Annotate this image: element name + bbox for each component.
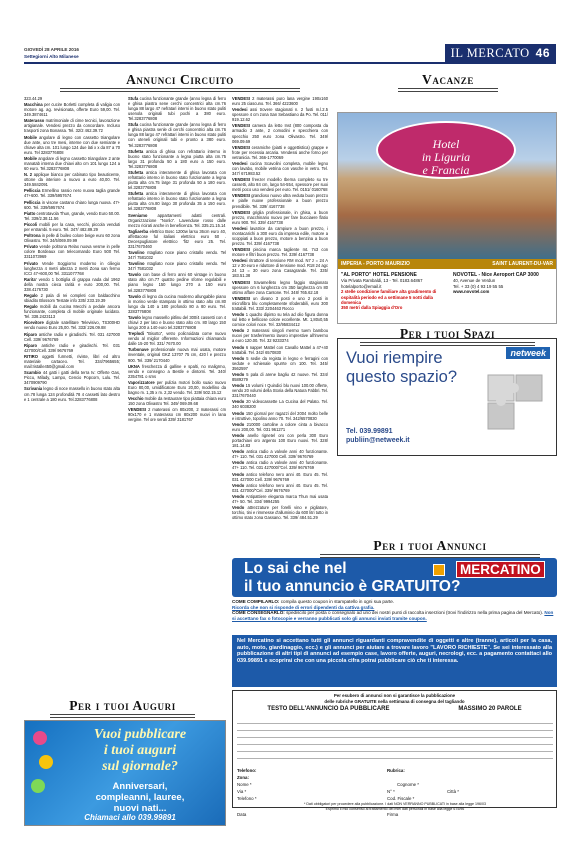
field-codice-fiscale[interactable]: Cod. Fiscale * — [387, 796, 415, 801]
ad-keyword: Tavolo — [128, 293, 141, 299]
privacy-note-2: Esprimo il mio consenso al trattamento dei miei dati personali in base alla legge 675/96 — [325, 806, 465, 811]
ad-text: 44 gatti i gatti della terra tv: Offerte Gas, Piccu, Milady, Lampo, Cencio Popcorn, Lulu. Tel. 3470909790 — [24, 370, 120, 386]
ad-text: anello rignetel oro con perla 300 Euro portachiavi oro argento 100 Euro nuovi. Tel. 328/ 181.14.83 — [232, 432, 328, 449]
ad-keyword: Vecchio — [128, 396, 144, 402]
classified-ad — [232, 472, 328, 482]
classified-ad — [24, 244, 120, 259]
classified-ad — [128, 407, 226, 422]
field-telefono-2[interactable]: Telefono * — [237, 796, 257, 801]
ad-keyword: Vendo — [232, 493, 245, 499]
right-hotel-phone: Tel. + 33 (0) 4 93 19 55 55 — [453, 283, 504, 289]
ad-keyword: Vendo — [232, 355, 245, 361]
ad-text: Vende Soggiorno moderno in ciliegio lunghezza 4 metri altezza 2 metri Zona san fermo ICCI 47+600,00 Tel. 3311077768 — [24, 260, 120, 276]
ad-keyword: Vendo — [232, 344, 245, 350]
privacy-note — [237, 802, 553, 811]
right-hotel-name: NOVOTEL - Nice Aeroport CAP 3000 — [453, 272, 539, 278]
ad-keyword: Materasso — [24, 118, 45, 124]
classified-ad — [232, 161, 328, 176]
ad-text: 2 materassi singoli mermo tuem bambou nuovi per trasferimento lavoro imprestive all'inverno a euro 120.00. Tel. 32 9233374 — [232, 328, 328, 344]
ad-text: cucina Scavolini completa, mobile legno con lavabo, mobile vetrina con vasche in vetro. Tel. 347/ 671983.52 — [232, 160, 328, 177]
ad-text: cucina funzionante grande (anno legna di ferro e ghisa piastra sene cerchi concentrici alta cm.76 lunga 88 largo 47 nefratari interni in buono stato puliti usenola originali tubi pochi a 380 euro. Tel.3283776808 — [128, 96, 226, 122]
ad-keyword: Turbonave — [128, 347, 149, 353]
ad-keyword: VENDESI — [232, 177, 250, 183]
classified-ad — [232, 345, 328, 355]
right-hotel-web: www.novotel.com — [453, 289, 490, 295]
coupon-form[interactable] — [232, 690, 557, 818]
ad-keyword: Rarita' — [24, 276, 37, 282]
field-telefono[interactable]: Telefono: — [237, 768, 257, 773]
ad-text: antico telefono nero anni 40. Euro 45. Tel. 031 427000 Cell. 339/ 9676769 — [232, 471, 328, 482]
headline-line-1: Vuoi riempire — [346, 349, 443, 367]
classified-ad — [24, 343, 120, 353]
ad-keyword: Stufetta — [128, 169, 144, 175]
title-annunci-circuito: Annunci Circuito — [60, 72, 300, 89]
occasion-1: Anniversari, — [112, 781, 168, 792]
ad-text: vendo 1 bottiglia di grappa nada dal 1962 della nostra cieca rarità e euro 200,00. Tel. 338.4176730 — [24, 276, 120, 292]
classified-ad — [128, 272, 226, 292]
field-cognome[interactable]: Cognome * — [397, 782, 419, 787]
ad-text: legno di noce massello in buono stato alta cm.78 lunga 124 profondità 78 4 cassetti lato destro e 1 centrale a 180 euro. Tel.3283776808 — [24, 386, 120, 402]
ad-keyword: Vendo — [232, 432, 245, 438]
ad-text: freschezza di galline e spalti, no maligrmo, vendo e consegno a Bestle e dintorni. Tel. 340/ 2354781 o sms — [128, 363, 226, 379]
ad-text: grandioso nuovo ultra veduta buon prezzo e pialle nuove professionale a buon prezzo prendibile. Tel. 339/ 4167738 — [232, 193, 328, 209]
classified-ad — [128, 396, 226, 406]
ad-text: 6 nappe! Mattel con Cavallo Mattel a 47+40 trattabili. Tel. 342/ 6570830 — [232, 344, 328, 355]
ad-text: angolare di legno con cassetto triangolare due ante, uno tre mesi, interne con due semiante e chiave alta cm. 101 lungo 124 due lati x x da 87 a 70 euro. Tel 3283776808 — [24, 134, 120, 155]
ad-keyword: Vendesi — [232, 225, 248, 231]
classified-ad — [232, 433, 328, 448]
classified-ad — [232, 505, 328, 520]
classified-ad — [232, 247, 328, 257]
ad-text: mobile da restaurare tipo piattaia chiara euro 150 zona Olivastro Tel. 349/ 069.09.68 — [128, 396, 226, 407]
ad-text: appartamenti adatti centrali. Organizzazione "Nonlo". Lavenduse rosso dalle mezzo ricirati anche in beneficenza. Tel. 335.21.15.14 — [128, 212, 226, 228]
mercatino-banner — [232, 558, 557, 597]
ad-keyword: VENDESI — [232, 144, 250, 150]
auguri-line-1: Vuoi pubblicare — [93, 727, 187, 742]
field-nome[interactable]: Nome * — [237, 782, 252, 787]
right-hotel-address: 40, Avenue de Verdun — [453, 278, 496, 284]
ad-text: centrotavola Thun, grande, vendo Euro 50.00. Tel. 339/2.38.11.56 — [24, 210, 120, 221]
issue-date: GIOVEDÌ 28 APRILE 2016 — [24, 47, 79, 52]
classified-ad — [232, 411, 328, 421]
ad-text: 2 materassi cm 80x200, 2 materassi cm 90x170 e 1 materasso cm 80x200 nuovi in lana vergine. Tel ore serali 339/ 3181767 — [128, 407, 226, 423]
classified-ad — [24, 96, 120, 101]
classified-ad — [24, 118, 120, 133]
ad-keyword: Tavolo — [128, 272, 141, 278]
ad-text: oggetti furmetti, riviste, libri ed altro materiale cartaceo. Tel. 334/7965655; mail:ristalle450@gmail.com — [24, 353, 120, 370]
ad-keyword: Riparo — [24, 342, 37, 348]
classified-ad — [24, 135, 120, 155]
coupon-title — [233, 707, 556, 713]
ad-keyword: Stufetta — [128, 148, 144, 154]
classified-ad — [232, 258, 328, 278]
classified-ad — [232, 193, 328, 208]
ad-text: mobili per la casa, vecchi, piccola venduti per entrambi. 5 euro. Tel. 347/ 482.89.29 — [24, 221, 120, 232]
coupon-header-2: delle rubriche GRATUITE nella settimana di consegna del tagliando — [324, 698, 465, 704]
field-firma[interactable]: Firma — [387, 812, 399, 818]
ad-keyword: UKNA — [128, 363, 140, 369]
classified-ad — [128, 294, 226, 314]
ad-text: Ermellino rassio nero nuova taglia grande 47+600. Tel. 339/5957674 — [24, 188, 120, 199]
field-via[interactable]: Via * — [237, 789, 247, 794]
classified-ad — [24, 370, 120, 385]
ad-keyword: Vendo — [232, 312, 245, 318]
ad-keyword: Scambio — [24, 370, 42, 376]
classified-ad — [128, 347, 226, 362]
section-banner — [445, 44, 556, 62]
classified-ad — [24, 354, 120, 369]
coupon-header — [233, 691, 556, 704]
hotel-badge — [376, 121, 516, 179]
ad-keyword: Vendo — [232, 371, 245, 377]
mercatino-line-2: il tuo annuncio è GRATUITO? — [244, 578, 461, 595]
ad-text: legno massello pitlinu del 300/4 cassetti con 4 chiavi 2 per lato e buono stato alto cm. 80 largo 150 lungo 200 a 140 euro tel.3283776808 — [128, 314, 226, 331]
title-vacanze: Vacanze — [398, 72, 498, 89]
ad-keyword: RITIRO — [24, 353, 38, 359]
ad-text: elettrico Bosc 1200w larsu 36cm euro 40, affettacose ful italiani elettrico euro 50 . Decespugliatore elettrico 'fitz euro 25. Tel. 331/7670460 — [128, 228, 226, 249]
classified-ad — [128, 149, 226, 169]
ad-text: 5 sedie da regista in legno e ferragini con sedute e schienale spurrte cm 100. Tel. 345/ 3562597 — [232, 355, 328, 371]
ad-keyword: Regalo — [24, 304, 38, 310]
netweek-email: publiin@netweek.it — [346, 437, 410, 444]
ad-text: 2 materassi puro lana vergine 190x160 euro 25 ciascuno. Tel. 366/ 4223600 — [232, 96, 328, 107]
ad-text: antico telefono nero anni 40. Euro 45. Tel. 031 427000/"Cel. 339/ 9676769 — [232, 482, 328, 493]
classified-ad — [232, 145, 328, 160]
classified-ad — [128, 261, 226, 271]
section-name: IL MERCATO — [450, 46, 530, 60]
ad-text: cucina funzionante grande (anno legna di ferro e ghisa piastra senle di cerchi concentrici alta cm.76 lunga 88 largo 47 refrattari interni in buono stato puliti con uteneli originali tubi e pronto a 380 euro. Tel.3283776808 — [128, 122, 226, 148]
ad-keyword: VENDESI — [232, 209, 250, 215]
occasion-2: compleanni, lauree, — [95, 792, 185, 803]
ad-text: vende poltrona Relax nuova vesme in pelle colore Bordeaux con telecomando Euro 500 Tel. 3311073969 — [24, 244, 120, 260]
field-data[interactable]: Data — [237, 812, 247, 818]
ad-text: per cucire Borletti completa di valigia con motore ag. ag. revisionata, offerte Euro 59,00. Tel. 349.3874611 — [24, 102, 120, 118]
ad-keyword: Tavolino — [128, 250, 145, 256]
classified-ad — [128, 96, 226, 121]
hotel-right-info — [453, 273, 553, 295]
classified-ad — [232, 96, 328, 106]
classified-ad — [128, 170, 226, 190]
classified-ad — [128, 315, 226, 330]
classified-ad — [232, 328, 328, 343]
classified-ad — [24, 261, 120, 276]
ad-text: "Bisotto", vetro policroidata come nuovo vendo al miglior offerente. Informazioni chiamando dalle 15-20 Tel. 331/ 7670.00 — [128, 331, 226, 347]
classified-ad — [128, 122, 226, 147]
classified-ad — [232, 107, 328, 122]
classified-ad — [232, 483, 328, 493]
ad-text: in visone castano chiaro lunga nuova. 47+ 600. Tel. 339/5957674 — [24, 199, 120, 210]
classified-ad — [24, 156, 120, 171]
classified-ad — [232, 280, 328, 295]
coupon-title-right: MASSIMO 20 PAROLE — [458, 706, 522, 712]
classified-ad — [128, 380, 226, 395]
ad-keyword: Ricevitore — [24, 320, 44, 326]
classified-ad — [24, 188, 120, 198]
ad-keyword: Vendo — [232, 383, 245, 389]
ad-keyword: Vendo — [232, 505, 245, 511]
ad-keyword: Vendo — [232, 460, 245, 466]
ad-keyword: Vendesi — [232, 258, 248, 264]
ad-text: antiche radio e giradischi. Tel. 031 427000/Cell. 339/ 9676769 — [24, 342, 120, 353]
left-hotel-offer-2: 350 metri dalla Spiaggia d'Oro — [341, 305, 403, 311]
auguri-line-3: sul giornale? — [102, 759, 178, 774]
ad-keyword: Vendesi — [232, 107, 248, 113]
page-number: 46 — [535, 46, 550, 60]
classified-ad — [24, 386, 120, 401]
ad-text: assi trovere stagionati n. 2 fusti m.l.2.5 spessore 4 cm zona San Sebastiano da Po. Tel. 011/ 919.12.62 — [232, 107, 328, 123]
ad-text: ntagliato noce piano cristallo vendo. Tel 347/ 7581032 — [128, 261, 226, 272]
ad-text: 210000 cartoline a colore cinta a bivacco euro 200,00. Tel. 031 961271 — [232, 421, 328, 432]
fax-note: Non si accettano fax o fotocopie e verranno pubblicati solo gli annunci inviati tramite coupon. — [232, 610, 554, 621]
title-per-i-tuoi-auguri: Per i tuoi Auguri — [50, 698, 195, 715]
ad-keyword: Piatto — [24, 210, 36, 216]
classified-ad — [232, 372, 328, 382]
ad-text: 15 volumi I Quindici blu nuovi 100.00 offerte, vendo 20 volumi della Storia della Natura Fabbri. Tel. 331/7670440 — [232, 383, 328, 399]
badge-line-3: e Francia — [422, 163, 470, 177]
publication-name: Settegiorni Alto Milanese — [24, 54, 79, 59]
ad-keyword: Privato — [24, 260, 38, 266]
classified-ad — [24, 211, 120, 221]
ad-text: freezer modello Iberna completo su tre cassetti, alto 84 cm, largo 54-554, spessore per suoi metri poco uso vendesi per euro. Tel. 0151/ 0160768 — [232, 177, 328, 193]
page-header — [24, 44, 556, 64]
ad-keyword: Regalo — [24, 293, 38, 298]
badge-line-1: Hotel — [432, 137, 460, 151]
location-right: SAINT LAURENT-DU-VAR — [492, 261, 553, 267]
auguri-call: Chiamaci allo 039.99891 — [84, 813, 176, 822]
classified-ad — [232, 494, 328, 504]
ad-text: antica di ghisa con refrattario interno in buono stato funzionante a legna piutta alta cm.75 largo 31 profonda 50 a 180 euro a 150 euro. Tel.3283776808 — [128, 148, 226, 169]
auguri-occasions — [75, 781, 205, 814]
ad-text: mobili da cucina Mecchi a pedale ancora funzionante, completa di mobile originale lucidato. Tel. 338.2423113 — [24, 304, 120, 320]
ad-keyword: N. 2 — [24, 172, 33, 178]
classified-ad — [232, 383, 328, 398]
ad-text: camera da letto Inst (800 composta da armadio 3 ante, 2 comodini e specchiera con specchio 250 euro zona Olivastro. Tel. 349/ 069.09.69 — [232, 123, 328, 144]
location-left: IMPERIA - PORTO MAURIZIO — [341, 261, 410, 267]
puzzle-icon — [480, 367, 550, 437]
ad-keyword: Vaporizzatore — [128, 379, 155, 385]
ad-text: Antipattiere eleganta marca Thun mai usata 47+ 50. Tel. 334/ 9994255 — [232, 493, 328, 504]
left-hotel-email: hotelalporto@email.it — [341, 283, 382, 289]
ad-keyword: Stufetta — [128, 191, 144, 197]
classified-ad — [24, 102, 120, 117]
classified-ad — [24, 320, 120, 330]
ad-keyword: Mobile — [24, 155, 37, 161]
ad-keyword: Tavolino — [128, 261, 145, 267]
ad-keyword: Scrivania — [24, 386, 43, 392]
deliver-label: COME CONSEGNARLO: — [232, 610, 285, 616]
ad-keyword: Riparo — [24, 331, 37, 337]
netweek-advertisement — [337, 338, 557, 456]
ad-keyword: VENDESI — [128, 407, 146, 413]
classified-ad — [128, 213, 226, 228]
ad-text: in pelle di buileo colore beige euro 60 zona Olivastro. Tel. 34/5/069.09.99 — [24, 233, 120, 244]
compile-label: COME COMPILARLO: — [232, 599, 280, 604]
coupon-header-1: Per esubero di annunci non si garantisce la pubblicazione — [333, 693, 456, 698]
badge-line-2: in Liguria — [421, 150, 471, 164]
ad-keyword: Vendo — [232, 410, 245, 416]
ad-text: lavatrice da campiure a buon prezzo, i montacarichi a 300 euro da impresa edile, motore a scoppiati a buon prezzo, motore a benzina a buon prezzo. Tel. 339/ 4167738 — [232, 225, 328, 247]
ad-text: digitale satellitare Televisivo, TS300HD vendo nuovo Euro 25,00. Tel. 333/ 226.09.88 — [24, 320, 120, 331]
classified-ad — [232, 296, 328, 311]
ad-text: antica radio a valvole anni 40 funzionante. 47+ 110. Tel. 031 427000 Cell. 339/ 9676769 — [232, 449, 328, 460]
ad-keyword: VENDESI — [232, 193, 250, 199]
classified-ad — [128, 364, 226, 379]
classified-ad — [24, 293, 120, 303]
auguri-advertisement — [24, 720, 226, 826]
ad-text: antica interamente di ghisa lavorata con refrattario interno in buono stato funzionante a legna piutta alta cm.80 largo 30 profonda 35 a 150 euro. tel.3283776808 — [128, 191, 226, 212]
mercatino-brand: MERCATINO — [456, 561, 545, 578]
ad-keyword: Vendo — [232, 449, 245, 455]
field-numero[interactable]: N° * — [387, 789, 395, 794]
ad-keyword: Stufa — [128, 96, 139, 101]
netweek-logo: netweek — [506, 347, 550, 359]
ad-keyword: Mobile — [24, 134, 37, 140]
left-hotel-name: "AL PORTO" HOTEL PENSIONE — [341, 272, 417, 278]
classified-ad — [232, 226, 328, 246]
balloon-icon — [39, 755, 53, 769]
classified-ad — [232, 399, 328, 409]
ad-keyword: VENDESI — [232, 247, 250, 253]
ad-text: 5 pala di arene bagliu 42 nuove. Tel. 334/ 8589279 — [232, 371, 328, 383]
ad-text: griglia professionale, in ghisa, a buon prezzo, macchinario nuovo per fare bucciaere flatio euro 900. Tel. 339/ 4167738 — [232, 209, 328, 225]
coupon-title-left: TESTO DELL'ANNUNCIO DA PUBBLICARE — [267, 706, 390, 712]
ad-text: un divano 3 posti e uno 2 posti in microfibra blu completamente sfoderabili, euro 300 trattabili. Tel. 333/ 2204463 Rocco — [232, 295, 328, 311]
ad-text-lines[interactable] — [237, 717, 553, 763]
ad-text: ritrattore di tensione RM mod. N7 z = 24 A 12 v 30 euro e riduttore di tensione mod. R18 24 agc 24 13 = 30 euro zona Casagrande. Tel. 335/ 183.51.38 — [232, 258, 328, 279]
mercatino-line-1: Lo sai che nel — [244, 560, 347, 577]
ad-text: ntagliato noce piano cristallo vendo. Tel 347/ 7581032 — [128, 250, 226, 261]
ad-text: 150 giornal per ragazzi del 2004 molto belle e istruttive, topolino anno 70. Tel. 342/6570830 — [232, 410, 328, 421]
classified-ad — [232, 422, 328, 432]
classified-ad — [24, 277, 120, 292]
ad-keyword: Macchina — [24, 102, 43, 108]
ad-text: matrimoniale di cime tecnici, lavorazione artigianale. Vendesi prezzo da concordare. Incluso trasporti zona Bonassa. Tel. 32/2 462.39.72 — [24, 118, 120, 134]
ad-keyword: VENDESI — [232, 279, 250, 285]
ad-text: antica interamente di ghisa lavorata con refrattario interno in buono stato funzionante a legna piutta alta cm.75 large 31 profonda 50 a 180 euro. tel.3283776808 — [128, 169, 226, 191]
ad-text: antica radio a valvole anni 40 funzionante. 47+ 110. Tel. 031 427000/"Cel. 339/ 9676769 — [232, 460, 328, 471]
ad-text: attrezzature per forelli vino e pigliatore, torchio, tini e rimmesse d'alluminio da 600 litri tutto in ottimo stato zona Gassano. Tel. 339/ 484.51.29 — [232, 505, 328, 521]
field-citta[interactable]: Città * — [447, 789, 459, 794]
ad-text: per pulizia motori bollo suaio nuovo Euro 80,00, umidificatore Euro 20,00, modellino da bagno m. 1,35 x m. 2,32 vendo. Tel. 339/ 502.15.12 — [128, 379, 226, 395]
coupon-fields — [237, 767, 553, 818]
ad-keyword: Vendo — [232, 471, 245, 477]
classified-ad — [232, 123, 328, 143]
hotel-left-info — [341, 273, 449, 311]
classified-ad — [128, 191, 226, 211]
ad-text: di legno da cucina moderno allungabile piano in morino verde stampato in ottimo stato alto cm.80 lungo da 140 a 180 profondo 80 a 80 euro. Tel. 3283776808 — [128, 293, 226, 314]
square-icon — [433, 564, 445, 576]
ad-text: professionale nuova mai usata, motore inventale, original GKZ 13707 75 cm, 420 l e prezzo 900. Tel. 339/ 2170440 — [128, 347, 226, 363]
classified-ad — [24, 172, 120, 187]
ad-text: ceramiche (piatti e oggettistica) grappe e frote per recessia arcaria. Vendessi anche forno per vetranicia. Tel. 366-1770069 — [232, 144, 328, 160]
field-rubrica[interactable]: Rubrica: — [387, 768, 405, 773]
balloon-icon — [31, 779, 45, 793]
netweek-headline — [346, 349, 457, 387]
classified-ad — [24, 233, 120, 243]
classifieds-column-2 — [128, 96, 226, 694]
ad-keyword: Poltrona — [24, 233, 41, 239]
classified-ad — [24, 332, 120, 342]
mercatino-section — [232, 558, 557, 818]
compile-text: compila questo coupon in stampatello in ogni sua parte. — [280, 599, 395, 604]
hotel-advertisement — [337, 112, 557, 324]
auguri-line-2: i tuoi auguri — [103, 743, 177, 758]
ad-keyword: Pelliccia — [24, 199, 41, 205]
ad-text: 20 videocassette La Cucina del Palato. Tel. 340 6038200 — [232, 399, 328, 410]
balloon-icon — [33, 731, 47, 745]
ad-keyword: Piccoli — [24, 221, 38, 227]
classified-ad — [128, 250, 226, 260]
netweek-contacts — [346, 427, 410, 445]
left-hotel-offer: 2 stelle condizione familiare alta gradimento di ospitalità periodo ed a settimane 5 notti dalla domenica — [341, 289, 437, 306]
classified-ad — [128, 331, 226, 346]
left-hotel-address: Via Privata Rambaldi, 13 - Tel. 0183.64867 — [341, 278, 423, 284]
instructions — [232, 599, 557, 621]
ad-text: 1 quadro dipinto su tela ad olio figura donna sul letto e bellicose colore eccellente. Mt. 1,80x0,55 cornice colori noce. Tel. 32/95834412 — [232, 312, 328, 328]
auguri-headline — [65, 727, 215, 775]
ad-keyword: Treplodi — [128, 331, 144, 337]
ad-text: travamelleto legno faggio stagionato spessore cm 6 lunghezza cm 350 larghezza cm 80 ottimo affare zona Cantone. Tel. 348/ 765.62.18 — [232, 279, 328, 295]
ad-keyword: Privato — [24, 244, 38, 250]
title-per-i-tuoi-spazi: Per i tuoi Spazi — [360, 326, 535, 343]
ad-text: antiche radio e giradischi. Tel. 031 427000 Cell. 339/ 9676769 — [24, 331, 120, 342]
classified-ad — [232, 460, 328, 470]
ad-keyword: VENDESI — [232, 295, 250, 301]
ad-keyword: Vendo — [232, 399, 245, 405]
title-per-i-tuoi-annunci: Per i tuoi Annunci — [320, 538, 540, 555]
ad-keyword: VENDESI — [232, 123, 250, 129]
headline-line-2: questo spazio? — [346, 368, 457, 386]
ad-keyword: Pelliccia — [24, 188, 41, 194]
classified-ad — [232, 177, 328, 192]
ad-keyword: Vendesi — [232, 160, 248, 166]
ad-keyword: Vendo — [232, 421, 245, 427]
classified-ad — [232, 210, 328, 225]
ad-keyword: Tavolo — [128, 314, 141, 320]
classified-ad — [24, 304, 120, 319]
ad-keyword: Tagliaerba — [128, 228, 149, 234]
ad-keyword: VENDESI — [232, 96, 250, 101]
ad-keyword: Vendo — [232, 328, 245, 334]
ad-keyword: Sveniamo — [128, 212, 148, 218]
mercatino-policy: Nel Mercatino si accettano tutti gli annunci riguardanti compravendite di oggetti e altre (tranne), articoli per la casa, auto, moto, giardinaggio, ecc.) e gli annunci per aiutare a trovare lavoro "LAVORO RICHIESTE". Se sei interessato alla pubblicazione di altri tipi di annunci ad esempio case, lavoro offerte, auguri, necrologi, ecc. a pagamento contattaci allo 039.99891 e scoprirai che con una piccola cifra potrai pubblicare ciò che ti interessa. — [232, 635, 557, 687]
classified-ad — [232, 356, 328, 371]
ad-text: 2 pala di rei completi con baldacchino sbiadito Blossom Testate info 335/ 233.19.39 — [24, 293, 120, 304]
occasion-3: nuovi nati... — [113, 803, 167, 814]
classifieds-column-1 — [24, 96, 120, 694]
classified-ad — [232, 312, 328, 327]
ad-text: 323.44.29 — [24, 96, 43, 101]
classified-ad — [24, 222, 120, 232]
classified-ad — [232, 449, 328, 459]
privacy-note-1: * Dati obbligatori per procedere alla pubblicazione. I dati NON VERRANNO PUBBLICATI in base alla legge 196/03 — [303, 802, 487, 806]
errors-note: Ricorda che non si risponde di errori dipendenti da cattiva grafia. — [232, 604, 375, 610]
deliver-text: spediscilo per posta o consegnalo ad uno dei nostri punti di raccolta inserzioni (trovi l'indirizzo nella prima pagina del Mercato). — [286, 610, 544, 616]
field-zona[interactable]: Zona: — [237, 775, 249, 780]
ad-text: con base di ferro anni 60 vintage in buono stato alto cm.77 quattro pedine sforne regolabili e piano legno 150 lungo 270 a 150 euro tel.3283776808 — [128, 272, 226, 293]
classified-ad — [24, 200, 120, 210]
netweek-phone: Tel. 039.99891 — [346, 428, 393, 435]
ad-keyword: Stufa — [128, 122, 139, 128]
classified-ad — [128, 229, 226, 249]
location-bar — [338, 259, 556, 269]
ad-text: applique bianco per cabinato tipo beauticente, ottone da interiore a nuovo a euro 40,00. Tel. 349.5842091 — [24, 172, 120, 188]
ad-text: piscina marca tagliente mt. 7x3 con motore e filtri buon prezzo. Tel. 339/ 4167738 — [232, 247, 328, 258]
ad-text: angolare di legno cassetto triangolare 2 ante manatab interna due chiavi alto cm 101 lungo 124 a 60 euro. Tel.3283776808 — [24, 155, 120, 171]
ad-keyword: Vendo — [232, 482, 245, 488]
